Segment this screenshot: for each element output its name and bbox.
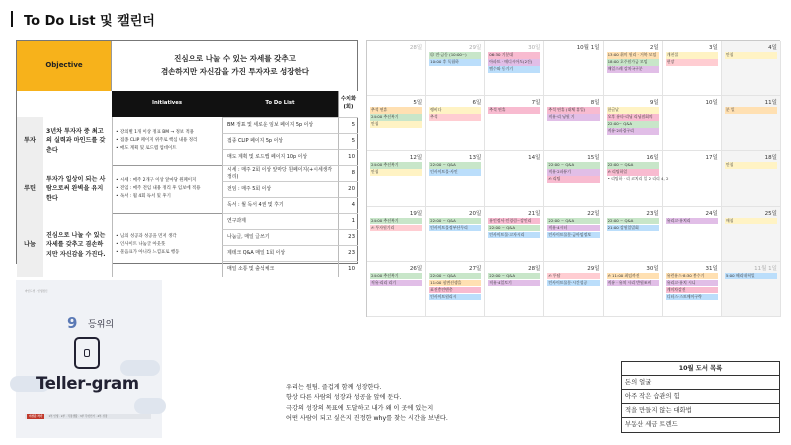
header-initiatives: Initiatives: [112, 91, 222, 117]
day-number: 18일: [764, 155, 777, 162]
calendar-event[interactable]: 인사이트원리시: [429, 294, 481, 301]
day-number: 5일: [413, 100, 423, 107]
todo-count: 10: [338, 149, 358, 165]
calendar-event[interactable]: • 리팀하 · 리 코치리 일 2 리리 4, 2: [607, 176, 669, 182]
motto-line: 항상 다른 사람의 성장과 성공을 앞에 둔다.: [286, 394, 402, 402]
book-author-strip: [25, 414, 151, 419]
calendar-event[interactable]: 24:00 추선복기: [370, 273, 422, 280]
book-subtitle: 등위의: [88, 320, 115, 330]
calendar-day[interactable]: [544, 96, 603, 151]
todo-count: 4: [338, 197, 358, 213]
initiative-item: • 접종 CLIP 페이지 위주로 핵심 내용 정리: [116, 138, 198, 144]
todo-count: 1: [338, 213, 358, 229]
calendar-event[interactable]: 22:00 ~ Q&A: [488, 225, 540, 232]
calendar-event[interactable]: 디터스·스트메이구략: [666, 294, 718, 301]
calendar-day[interactable]: [485, 207, 544, 262]
calendar-day[interactable]: [544, 207, 603, 262]
calendar-event[interactable]: 추석 연휴: [488, 107, 540, 114]
day-number: 4일: [768, 45, 777, 51]
todo-item: 전임 : 매주 5회 이상: [222, 181, 338, 197]
calendar-event[interactable]: 오후 유타·리닝 리닝점회의: [607, 114, 659, 121]
calendar-event[interactable]: 직유·4일토기: [488, 280, 540, 287]
todo-count: 8: [338, 165, 358, 181]
todo-count: 23: [338, 229, 358, 245]
calendar-month-view: [366, 40, 780, 317]
calendar-day[interactable]: [663, 151, 722, 206]
calendar-day[interactable]: [604, 96, 663, 151]
book-publisher: 마인드셋 · 인생정신: [25, 290, 48, 293]
day-number: 27일: [468, 265, 482, 272]
calendar-event[interactable]: 22:00 ~ Q&A: [429, 218, 481, 225]
calendar-event[interactable]: 유인정서·인경림~강인리: [488, 218, 540, 225]
calendar-day[interactable]: [663, 262, 722, 317]
calendar-day[interactable]: [485, 151, 544, 206]
okr-category: 투자: [17, 117, 43, 165]
okr-category: 루틴: [17, 165, 43, 213]
cloud-icon: [134, 398, 166, 414]
calendar-day[interactable]: [367, 151, 426, 206]
calendar-event[interactable]: 유리고·유치리: [666, 218, 718, 225]
calendar-event[interactable]: 추석 연휴 (대체 휴일): [547, 107, 599, 114]
calendar-day[interactable]: [367, 96, 426, 151]
reading-list-item: 적을 만들지 않는 대화법: [622, 404, 779, 418]
calendar-day[interactable]: [722, 207, 781, 262]
todo-item: 시세 : 매주 2회 이상 앞마당 원페이지(+시세생각정리): [222, 165, 338, 181]
calendar-day[interactable]: [367, 41, 426, 96]
book-authors: 1부 인생 · 2부 · 직장생활 · 3부 무엇인가 · 4부 성장: [48, 415, 108, 418]
todo-count: 20: [338, 181, 358, 197]
day-number: 2일: [649, 45, 659, 51]
calendar-event[interactable]: 직유·4시터: [547, 225, 599, 232]
calendar-event[interactable]: 11:00 심면선생을: [429, 280, 481, 287]
calendar-event[interactable]: 22:00 ~ Q&A: [547, 218, 599, 225]
initiative-item: • 전임 : 매주 전임 내용 정리 후 임보에 적용: [116, 186, 201, 192]
calendar-event[interactable]: 안칩: [725, 162, 777, 169]
day-number: 21일: [528, 210, 541, 217]
calendar-event[interactable]: 직유·2파튜기: [547, 169, 599, 176]
todo-item: 접종 CLIP 페이지 5p 이상: [222, 133, 338, 149]
calendar-event[interactable]: 22:00~ Q&A: [607, 121, 659, 128]
calendar-day[interactable]: [367, 262, 426, 317]
calendar-event[interactable]: 직유·2파경구리: [607, 128, 659, 135]
calendar-day[interactable]: [604, 262, 663, 317]
okr-initiatives: [112, 165, 222, 213]
calendar-event[interactable]: 분 일: [725, 107, 777, 114]
calendar-event[interactable]: 엠수와 동기기: [488, 66, 540, 73]
calendar-event[interactable]: 18:00 호주원가금 모임: [607, 59, 659, 66]
objective-label: Objective: [17, 41, 112, 91]
day-number: 14일: [528, 155, 541, 162]
initiative-item: • 매도 계획 및 로드맵 업데이트: [116, 145, 177, 151]
calendar-day[interactable]: [722, 151, 781, 206]
okr-key-result: 3년차 투자자 중 최고의 실력과 마인드를 갖춘다: [43, 117, 112, 165]
calendar-day[interactable]: [604, 207, 663, 262]
todo-count: 5: [338, 117, 358, 133]
calendar-day[interactable]: [426, 41, 485, 96]
day-number: 11월 1일: [754, 265, 777, 272]
calendar-event[interactable]: 아파트 · 메디시아도(2건): [488, 59, 540, 66]
todo-count: 10: [338, 261, 358, 277]
calendar-event[interactable]: 22:00 ~ Q&A: [429, 273, 481, 280]
calendar-day[interactable]: [544, 262, 603, 317]
day-number: 3일: [709, 45, 718, 51]
book-title: Teller-gram: [36, 374, 139, 393]
calendar-event[interactable]: 랭비다: [429, 107, 481, 114]
calendar-event[interactable]: ✍ 투답: [547, 273, 599, 280]
book-number: 9: [67, 314, 78, 332]
calendar-event[interactable]: 직유·리리 리기: [370, 280, 422, 287]
motto-line: 어떤 사람이 되고 싶은지 진정한 why를 찾는 시간을 보낸다.: [286, 415, 448, 423]
calendar-day[interactable]: [544, 41, 603, 96]
calendar-event[interactable]: 직유·리 닝원 기: [547, 114, 599, 121]
motto-text: [286, 383, 448, 425]
initiative-item: • 물음표가 아니라 느낌표로 행동: [116, 249, 180, 255]
calendar-day[interactable]: [663, 207, 722, 262]
header-count: 수치화 (회): [338, 91, 358, 117]
calendar-event[interactable]: ✍ 투자원기리: [370, 225, 422, 232]
reading-list-item: 아주 작은 습관의 힘: [622, 390, 779, 404]
calendar-event[interactable]: 계미차감진: [666, 287, 718, 294]
todo-item: 매일 소통 및 출석체크: [222, 261, 338, 277]
header-key-results: Key Results: [17, 91, 112, 117]
calendar-event[interactable]: 21:00 강원일밀회: [607, 225, 659, 232]
calendar-day[interactable]: [426, 151, 485, 206]
calendar-event[interactable]: 22:00 ~ Q&A: [429, 162, 481, 169]
calendar-event[interactable]: ✍ 11:00 최임까진: [607, 273, 659, 280]
calendar-event[interactable]: 한글날: [607, 107, 659, 114]
calendar-event[interactable]: ☺ 전·금동 (10:00~): [429, 52, 481, 59]
calendar-day[interactable]: [426, 262, 485, 317]
reading-list-item: 돈의 얼굴: [622, 376, 779, 390]
title-accent-bar: [11, 11, 13, 27]
reading-list: [621, 361, 780, 433]
calendar-event[interactable]: 24:00 추선복기: [370, 162, 422, 169]
motto-line: 극강의 성장의 목표에 도달하고 내가 왜 이 곳에 있는지: [286, 404, 434, 412]
okr-initiatives: [112, 117, 222, 165]
objective-line: 겸손하지만 자신감을 가진 투자자로 성장한다: [160, 67, 310, 76]
todo-count: 5: [338, 133, 358, 149]
todo-item: 매도 계획 및 로드맵 페이지 10p 이상: [222, 149, 338, 165]
day-number: 13일: [468, 155, 482, 162]
day-number: 12일: [409, 155, 423, 162]
calendar-event[interactable]: 인사이트물분·금아임정보: [547, 232, 599, 239]
todo-item: 독서 : 월 독서 4권 및 후기: [222, 197, 338, 213]
day-number: 15일: [587, 155, 600, 162]
day-number: 25일: [764, 210, 777, 217]
calendar-event[interactable]: 안칩: [370, 169, 422, 176]
reading-list-item: 부동산 세금 트렌드: [622, 418, 779, 432]
okr-table: [16, 40, 358, 273]
day-number: 11일: [764, 100, 777, 107]
calendar-event[interactable]: 22:00 ~ Q&A: [607, 162, 659, 169]
calendar-event[interactable]: ✍ 리팀: [547, 176, 599, 183]
okr-initiatives: [112, 213, 222, 277]
page-title-text: To Do List 및 캘린더: [24, 13, 155, 29]
page-title: [11, 10, 155, 28]
day-number: 10일: [705, 100, 718, 107]
day-number: 28일: [528, 265, 541, 272]
calendar-day[interactable]: [604, 41, 663, 96]
day-number: 24일: [705, 210, 718, 217]
day-number: 20일: [468, 210, 482, 217]
objective-line: 진심으로 나눌 수 있는 자세를 갖추고: [174, 54, 296, 64]
day-number: 6일: [472, 100, 482, 107]
day-number: 10월 1일: [576, 45, 600, 51]
day-number: 17일: [705, 155, 718, 162]
book-cover: [16, 280, 162, 438]
calendar-event[interactable]: 10:00 후 독립하: [429, 59, 481, 66]
calendar-day[interactable]: [426, 207, 485, 262]
reading-list-title: 10월 도서 목록: [622, 362, 779, 376]
day-number: 30일: [646, 265, 659, 272]
todo-item: 제테크 Q&A 매일 1회 이상: [222, 245, 338, 261]
calendar-event[interactable]: 매일스레 강치국구분: [607, 66, 659, 73]
day-number: 7일: [531, 100, 541, 107]
calendar-event[interactable]: 직유 · 유치 시리 반원조비: [607, 280, 659, 287]
day-number: 29일: [587, 265, 600, 272]
calendar-event[interactable]: 13:00 취미 원리 · 거북 모임: [607, 52, 659, 59]
day-number: 28일: [409, 45, 423, 51]
calendar-day[interactable]: [485, 262, 544, 317]
calendar-day[interactable]: [722, 41, 781, 96]
calendar-event[interactable]: 현장: [666, 59, 718, 66]
calendar-event[interactable]: 매칩: [725, 218, 777, 225]
calendar-event[interactable]: 안칩: [725, 52, 777, 59]
calendar-event[interactable]: 인사이트물·사인: [429, 169, 481, 176]
calendar-event[interactable]: 인사이트물분·시간성공: [547, 280, 599, 287]
phone-icon: [74, 337, 100, 369]
calendar-event[interactable]: 22:00 ~ Q&A: [607, 218, 659, 225]
day-number: 26일: [409, 265, 423, 272]
calendar-event[interactable]: 유런유스·8:30 봉수기: [666, 273, 718, 280]
day-number: 22일: [587, 210, 600, 217]
day-number: 16일: [646, 155, 659, 162]
calendar-event[interactable]: ✍ 리팀하일: [607, 169, 659, 176]
calendar-day[interactable]: [485, 96, 544, 151]
todo-item: 연구과제: [222, 213, 338, 229]
header-todo: To Do List: [222, 91, 338, 117]
day-number: 23일: [646, 210, 659, 217]
day-number: 9일: [649, 100, 659, 107]
calendar-event[interactable]: 추석 연휴: [370, 107, 422, 114]
motto-line: 우리는 원팀. 즐겁게 함께 성장한다.: [286, 384, 382, 391]
calendar-event[interactable]: 인사이트물·고자시리: [488, 232, 540, 239]
todo-count: 23: [338, 245, 358, 261]
calendar-day[interactable]: [544, 151, 603, 206]
initiative-item: • 독서 : 월 4회 독서 및 후기: [116, 193, 171, 199]
calendar-day[interactable]: [722, 96, 781, 151]
calendar-day[interactable]: [663, 96, 722, 151]
initiative-item: • 인사이트 나눔글 아웃풋: [116, 242, 166, 248]
todo-item: BM 정표 및 세로운 임보 페이지 5p 이상: [222, 117, 338, 133]
calendar-event[interactable]: 5:00 해리내척일: [725, 273, 777, 280]
day-number: 8일: [590, 100, 600, 107]
day-number: 31일: [705, 265, 718, 272]
calendar-day[interactable]: [426, 96, 485, 151]
calendar-event[interactable]: 유리고·유치 시니: [666, 280, 718, 287]
okr-key-result: 진심으로 나눌 수 있는 자세를 갖추고 겸손하지만 자신감을 가진다.: [43, 213, 112, 277]
calendar-event[interactable]: 안칩: [370, 121, 422, 128]
calendar-event[interactable]: 인사이트물정부산무리: [429, 225, 481, 232]
calendar-day[interactable]: [485, 41, 544, 96]
initiative-item: • 강의별 1개 이상 정표 BM → 정보 적용: [116, 130, 194, 136]
calendar-day[interactable]: [367, 207, 426, 262]
calendar-event[interactable]: 추석: [429, 114, 481, 121]
calendar-day[interactable]: [722, 262, 781, 317]
okr-key-result: 투자가 일상이 되는 사람으로써 완벽을 유지한다: [43, 165, 112, 213]
objective-text: [112, 41, 358, 91]
calendar-event[interactable]: 22:00 ~ Q&A: [488, 273, 540, 280]
day-number: 30일: [528, 45, 541, 51]
calendar-event[interactable]: 22:00 ~ Q&A: [547, 162, 599, 169]
author-tag: 이상준 작가: [29, 415, 43, 418]
day-number: 29일: [468, 45, 482, 51]
calendar-day[interactable]: [663, 41, 722, 96]
initiative-item: • 시세 : 매주 2개구 이상 앞마당 원페이지: [116, 178, 197, 184]
okr-category: 나눔: [17, 213, 43, 277]
calendar-event[interactable]: 24:00 추선복기: [370, 218, 422, 225]
calendar-day[interactable]: [604, 151, 669, 206]
calendar-event[interactable]: 표진충인텐총: [429, 287, 481, 294]
calendar-event[interactable]: 24:00 추선복기: [370, 114, 422, 121]
calendar-event[interactable]: 06:30 기분대: [488, 52, 540, 59]
todo-item: 나눔글, 매일 글쓰기: [222, 229, 338, 245]
calendar-event[interactable]: 개천절: [666, 52, 718, 59]
initiative-item: • 님의 성공과 성공을 먼저 생각: [116, 234, 177, 240]
day-number: 19일: [409, 210, 423, 217]
